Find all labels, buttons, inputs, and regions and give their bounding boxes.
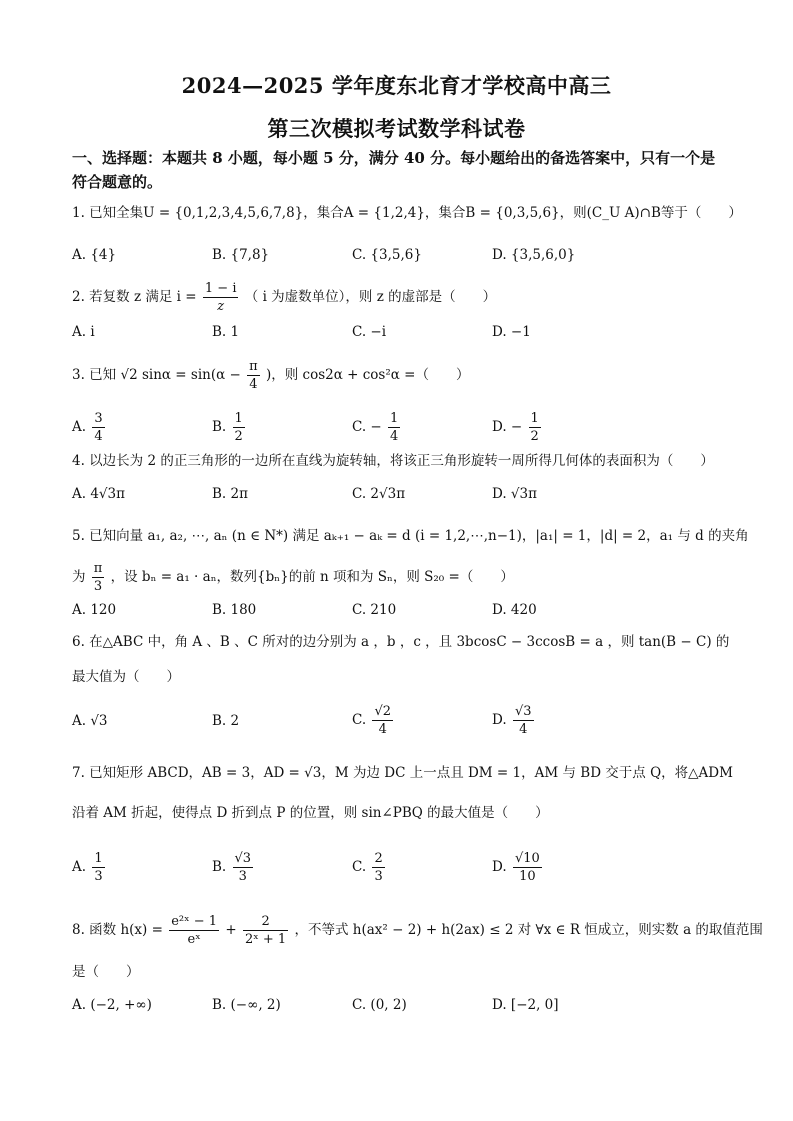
q3c-num: 1 (390, 411, 399, 426)
question-8-stem-line2: 是（ ） (72, 964, 140, 980)
q7-option-c (352, 850, 387, 885)
q4-option-c: C. 2√3π (352, 486, 406, 502)
q6d-num: √3 (514, 704, 532, 719)
q7a-num: 1 (94, 851, 103, 866)
q8-option-b: B. (−∞, 2) (212, 997, 281, 1013)
q7d-label: D. (492, 859, 507, 875)
q5-frac-num: π (93, 561, 103, 576)
q1-option-b: B. {7,8} (212, 247, 270, 263)
q5-line2-end: ，设 bₙ = a₁ · aₙ，数列{bₙ}的前 n 项和为 Sₙ，则 S₂₀ =（ ） (110, 569, 514, 585)
q2-stem-start: 2. 若复数 z 满足 i = (72, 289, 197, 305)
q7c-den: 3 (374, 869, 383, 884)
q5-option-c: C. 210 (352, 602, 397, 618)
q7d-num: √10 (514, 851, 540, 866)
q7a-den: 3 (94, 869, 103, 884)
q1-option-a: A. {4} (72, 247, 117, 263)
q7d-den: 10 (519, 869, 536, 884)
q3-frac-num: π (249, 359, 258, 374)
q7-option-d (492, 850, 544, 885)
question-6-stem-line1: 6. 在△ABC 中，角 A 、B 、C 所对的边分别为 a ，b ，c ，且 3bcosC − 3ccosB = a ，则 tan(B − C) 的 (72, 634, 730, 650)
q2-option-a: A. i (72, 324, 95, 340)
q3-stem-end: )，则 cos2α + cos²α =（ ） (265, 367, 470, 383)
q3-option-b (212, 410, 247, 445)
q8-option-a: A. (−2, +∞) (72, 997, 152, 1013)
q8-frac1-num: e²ˣ − 1 (171, 914, 218, 929)
q3c-fraction (388, 410, 400, 445)
q7d-fraction (513, 850, 542, 885)
q6d-fraction (513, 703, 534, 738)
q7b-fraction (233, 850, 254, 885)
q3-option-c (352, 410, 402, 445)
q6-option-a (72, 711, 108, 731)
q3d-label: D. − (492, 419, 523, 435)
q6c-num: √2 (374, 704, 391, 719)
section-heading: 一、选择题：本题共 8 小题，每小题 5 分，满分 40 分。每小题给出的备选答案中，只有一个是符合题意的。 (72, 149, 716, 191)
q6-option-d (492, 703, 536, 738)
q7b-den: 3 (238, 869, 247, 884)
q2-option-b: B. 1 (212, 324, 240, 340)
q7-option-b (212, 850, 255, 885)
q8-fraction-2 (243, 913, 288, 948)
q7c-num: 2 (374, 851, 383, 866)
q5-option-b: B. 180 (212, 602, 257, 618)
q3-frac-den: 4 (249, 377, 258, 392)
q7-option-a (72, 850, 107, 885)
question-6-stem-line2: 最大值为（ ） (72, 669, 180, 685)
question-7-stem-line1: 7. 已知矩形 ABCD，AB = 3，AD = √3，M 为边 DC 上一点且 DM = 1，AM 与 BD 交于点 Q，将△ADM (72, 765, 733, 781)
q6d-den: 4 (519, 722, 528, 737)
q5-frac-den: 3 (93, 579, 103, 594)
q1-option-c: C. {3,5,6} (352, 247, 422, 263)
q2-frac-den: z (217, 299, 225, 314)
q3a-label: A. (72, 419, 87, 435)
q6c-den: 4 (378, 722, 387, 737)
q6b-label: B. 2 (212, 713, 240, 729)
q2-fraction (203, 280, 239, 315)
q7b-num: √3 (234, 851, 252, 866)
q3b-label: B. (212, 419, 227, 435)
q3b-den: 2 (234, 429, 243, 444)
q3-stem-start: 3. 已知 √2 sinα = sin(α − (72, 367, 241, 383)
q2-option-c: C. −i (352, 324, 387, 340)
q5-option-d: D. 420 (492, 602, 537, 618)
q3-fraction (247, 358, 260, 393)
q6d-label: D. (492, 712, 507, 728)
q3c-den: 4 (390, 429, 399, 444)
question-3-stem (72, 358, 732, 393)
q3d-den: 2 (530, 429, 539, 444)
q3-option-a (72, 410, 107, 445)
q3d-num: 1 (530, 411, 539, 426)
q6c-label: C. (352, 712, 367, 728)
q8-line1-start: 8. 函数 h(x) = (72, 922, 163, 938)
q3d-fraction (529, 410, 541, 445)
q3b-fraction (233, 410, 245, 445)
q4-option-a: A. 4√3π (72, 486, 125, 502)
question-7-stem-line2: 沿着 AM 折起，使得点 D 折到点 P 的位置，则 sin∠PBQ 的最大值是（ ） (72, 805, 549, 821)
q5-option-a: A. 120 (72, 602, 117, 618)
q8-frac2-num: 2 (243, 913, 288, 931)
q5-fraction (92, 560, 105, 595)
q8-line1-end: ，不等式 h(ax² − 2) + h(2ax) ≤ 2 对 ∀x ∈ R 恒成立，则实数 a 的取值范围 (294, 922, 763, 938)
question-4-stem: 4. 以边长为 2 的正三角形的一边所在直线为旋转轴，将该正三角形旋转一周所得几何体的表面积为（ ） (72, 453, 714, 469)
q3-option-d (492, 410, 543, 445)
exam-title-line1: 2024—2025 学年度东北育才学校高中高三 (181, 73, 612, 98)
q6a-label: A. √3 (72, 713, 108, 729)
q8-option-d: D. [−2, 0] (492, 997, 559, 1013)
q6-option-c (352, 703, 395, 738)
q7c-fraction (372, 850, 384, 885)
question-5-stem-line2 (72, 560, 732, 595)
q8-fraction-1 (169, 913, 219, 948)
q4-option-d: D. √3π (492, 486, 537, 502)
q7b-label: B. (212, 859, 227, 875)
q7a-label: A. (72, 859, 87, 875)
q4-option-b: B. 2π (212, 486, 248, 502)
q7a-fraction (92, 850, 104, 885)
q2-stem-end: （ i 为虚数单位），则 z 的虚部是（ ） (244, 289, 497, 305)
q7c-label: C. (352, 859, 367, 875)
q6c-fraction (372, 703, 393, 738)
q2-option-d: D. −1 (492, 324, 531, 340)
q8-frac2-den: 2ˣ + 1 (244, 932, 287, 947)
q8-option-c: C. (0, 2) (352, 997, 407, 1013)
q3a-fraction (92, 410, 104, 445)
q1-option-d: D. {3,5,6,0} (492, 247, 576, 263)
q2-frac-num: 1 − i (204, 281, 237, 296)
question-2-stem (72, 280, 732, 315)
q8-plus: + (225, 922, 237, 938)
q3a-den: 4 (94, 429, 103, 444)
q3b-num: 1 (234, 411, 243, 426)
question-5-stem-line1: 5. 已知向量 a₁, a₂, ⋯, aₙ (n ∈ N*) 满足 aₖ₊₁ − aₖ = d (i = 1,2,⋯,n−1)，|a₁| = 1，|d| = 2，a₁ 与 d 的夹角 (72, 528, 749, 544)
exam-title-line2: 第三次模拟考试数学科试卷 (267, 116, 526, 141)
q6-option-b (212, 711, 239, 731)
question-8-stem-line1 (72, 913, 763, 948)
q3a-num: 3 (94, 411, 103, 426)
q5-line2-start: 为 (72, 569, 86, 585)
q3c-label: C. − (352, 419, 382, 435)
q8-frac1-den: eˣ (187, 932, 201, 947)
question-1-stem: 1. 已知全集U = {0,1,2,3,4,5,6,7,8}，集合A = {1,2,4}，集合B = {0,3,5,6}，则(C_U A)∩B等于（ ） (72, 205, 742, 221)
